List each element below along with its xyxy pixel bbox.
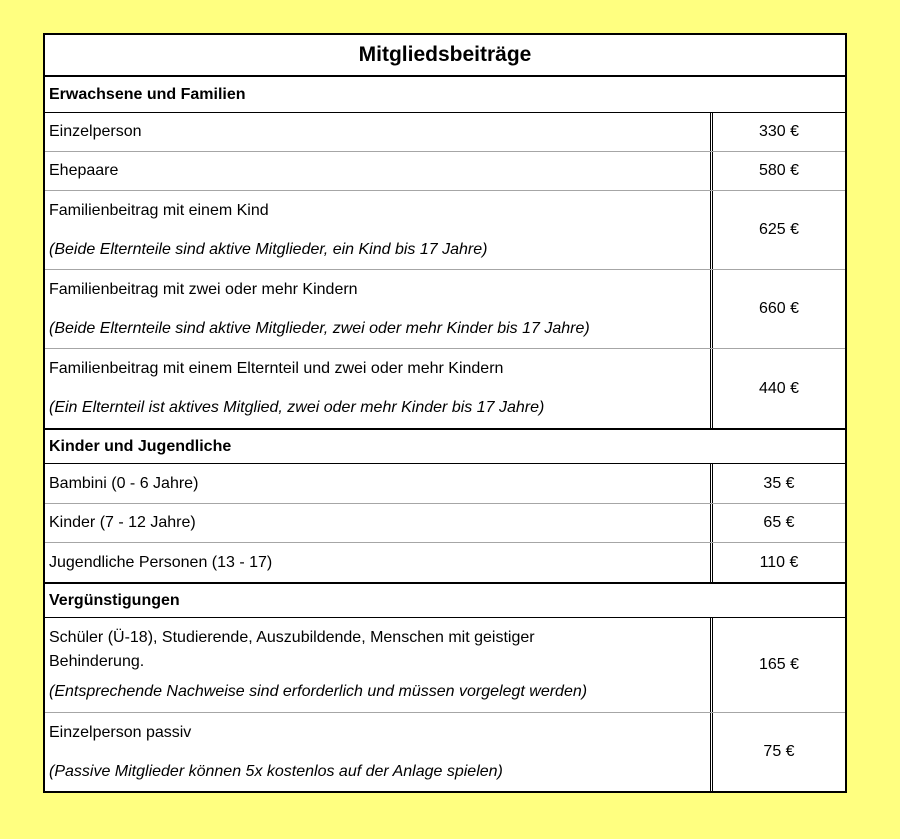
item-label: Familienbeitrag mit einem Elternteil und zwei oder mehr Kindern [49, 359, 504, 377]
item-label: Familienbeitrag mit zwei oder mehr Kindern [49, 280, 358, 298]
item-description [45, 504, 713, 542]
item-description [45, 713, 713, 791]
table-row [45, 713, 845, 791]
item-label-continued: Behinderung. [49, 653, 145, 670]
item-price: 625 € [758, 221, 800, 238]
item-description [45, 543, 713, 582]
item-description [45, 191, 713, 269]
item-price: 660 € [758, 300, 800, 317]
item-price: 35 € [763, 474, 795, 492]
table-row [45, 504, 845, 543]
item-price: 440 € [758, 379, 800, 397]
item-description [45, 152, 713, 190]
section-heading-children: Kinder und Jugendliche [45, 428, 845, 464]
item-note: (Beide Elternteile sind aktive Mitglieder, zwei oder mehr Kinder bis 17 Jahre) [49, 319, 590, 337]
table-row [45, 152, 845, 191]
table-row [45, 349, 845, 428]
item-label: Kinder (7 - 12 Jahre) [49, 514, 196, 531]
item-description [45, 618, 713, 712]
item-label: Jugendliche Personen (13 - 17) [49, 553, 273, 571]
item-price: 330 € [758, 123, 800, 140]
item-description [45, 349, 713, 428]
item-description [45, 113, 713, 151]
item-price: 110 € [759, 553, 799, 571]
table-row [45, 618, 845, 713]
table-row [45, 113, 845, 152]
table-row [45, 543, 845, 582]
section-heading-discounts: Vergünstigungen [45, 582, 845, 618]
table-title: Mitgliedsbeiträge [45, 35, 845, 77]
item-label: Einzelperson [49, 123, 142, 140]
item-label: Ehepaare [49, 162, 119, 179]
item-note: (Beide Elternteile sind aktive Mitglieder, ein Kind bis 17 Jahre) [49, 240, 488, 258]
item-label: Schüler (Ü-18), Studierende, Auszubildende, Menschen mit geistiger [49, 629, 535, 646]
item-label: Bambini (0 - 6 Jahre) [49, 474, 199, 492]
table-row [45, 464, 845, 504]
fee-table [43, 33, 847, 793]
section-heading-adults: Erwachsene und Familien [45, 77, 845, 113]
item-note: (Ein Elternteil ist aktives Mitglied, zwei oder mehr Kinder bis 17 Jahre) [49, 399, 545, 417]
item-price: 580 € [758, 162, 800, 179]
table-row [45, 270, 845, 349]
item-description [45, 270, 713, 348]
item-note: (Passive Mitglieder können 5x kostenlos auf der Anlage spielen) [49, 762, 503, 780]
item-note: (Entsprechende Nachweise sind erforderlich und müssen vorgelegt werden) [49, 683, 588, 700]
item-description [45, 464, 713, 503]
item-price: 65 € [763, 514, 795, 531]
item-price: 165 € [758, 656, 800, 673]
table-row [45, 191, 845, 270]
item-label: Einzelperson passiv [49, 723, 192, 741]
item-price: 75 € [763, 743, 795, 760]
item-label: Familienbeitrag mit einem Kind [49, 201, 269, 219]
